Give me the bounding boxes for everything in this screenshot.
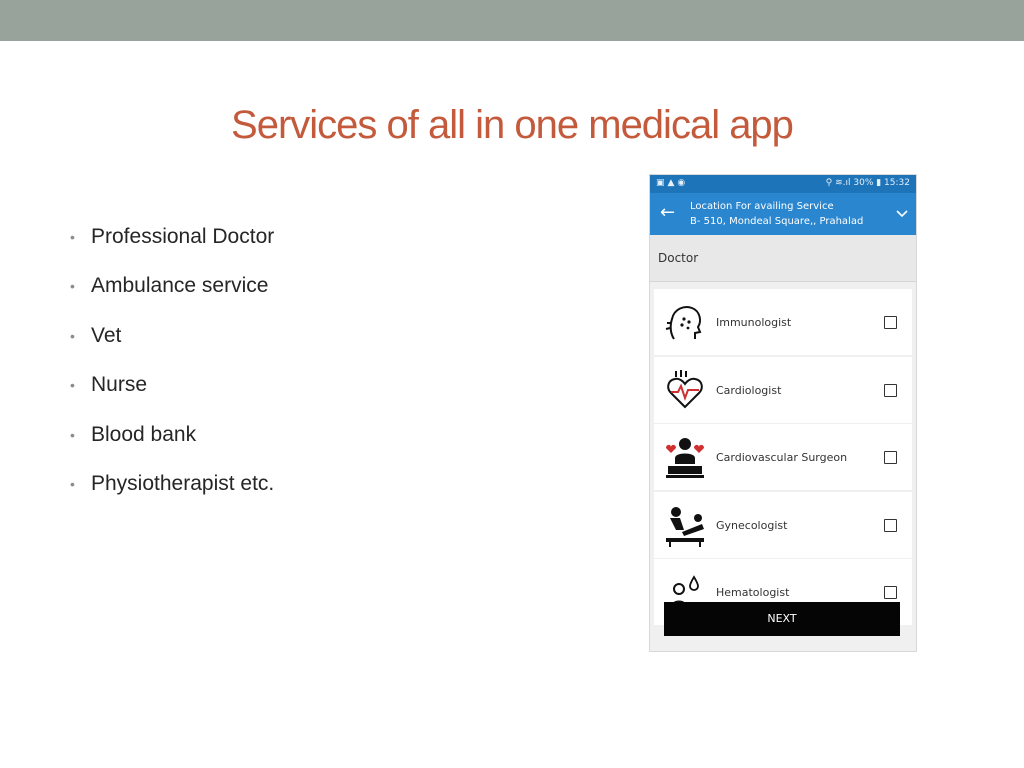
bullet-dot: • (70, 228, 75, 245)
location-address[interactable]: B- 510, Mondeal Square,, Prahalad (690, 216, 864, 227)
bullet-item (70, 212, 274, 262)
bullet-list (70, 212, 274, 509)
cardiovascular-surgeon-icon (662, 434, 708, 480)
immunologist-icon (662, 299, 708, 345)
bullet-text: Blood bank (91, 422, 197, 446)
cardiologist-icon (662, 367, 708, 413)
next-button[interactable]: NEXT (664, 602, 900, 636)
slide-top-band (0, 0, 1024, 41)
service-label: Cardiovascular Surgeon (716, 451, 848, 464)
bullet-text: Professional Doctor (91, 224, 275, 248)
bullet-text: Nurse (91, 373, 148, 397)
slide-title: Services of all in one medical app (231, 103, 793, 147)
service-list (654, 289, 912, 599)
service-checkbox[interactable] (884, 451, 897, 464)
status-bar (650, 175, 916, 193)
bullet-dot: • (70, 476, 75, 493)
notification-icons: ▣▲◉ (656, 178, 689, 188)
chevron-down-icon[interactable] (896, 207, 908, 221)
service-row-cardiologist[interactable] (654, 357, 912, 423)
service-row-cardiovascular-surgeon[interactable] (654, 424, 912, 490)
status-indicators: ⚲ ≋.ıl 30% ▮ 15:32 (825, 178, 910, 188)
section-header (650, 235, 916, 282)
service-row-immunologist[interactable] (654, 289, 912, 355)
phone-screenshot (649, 174, 917, 652)
bullet-dot: • (70, 426, 75, 443)
back-arrow-icon[interactable]: ← (660, 202, 676, 223)
gynecologist-icon (662, 502, 708, 548)
bullet-item (70, 361, 274, 411)
bullet-item (70, 460, 274, 510)
service-label: Gynecologist (716, 518, 788, 532)
section-label: Doctor (658, 251, 699, 265)
location-title: Location For availing Service (690, 201, 834, 212)
bullet-text: Ambulance service (91, 274, 269, 298)
service-row-gynecologist[interactable] (654, 492, 912, 558)
service-checkbox[interactable] (884, 519, 897, 532)
bullet-dot: • (70, 377, 75, 394)
service-checkbox[interactable] (884, 586, 897, 599)
bullet-item (70, 311, 274, 361)
bullet-item (70, 410, 274, 460)
service-checkbox[interactable] (884, 384, 897, 397)
bullet-text: Vet (91, 323, 122, 347)
bullet-dot: • (70, 278, 75, 295)
bullet-dot: • (70, 327, 75, 344)
service-checkbox[interactable] (884, 316, 897, 329)
service-label: Cardiologist (716, 383, 782, 397)
bullet-text: Physiotherapist etc. (91, 472, 275, 496)
service-label: Hematologist (716, 586, 790, 599)
bullet-item (70, 262, 274, 312)
app-bar (650, 193, 916, 235)
service-label: Immunologist (716, 316, 792, 329)
